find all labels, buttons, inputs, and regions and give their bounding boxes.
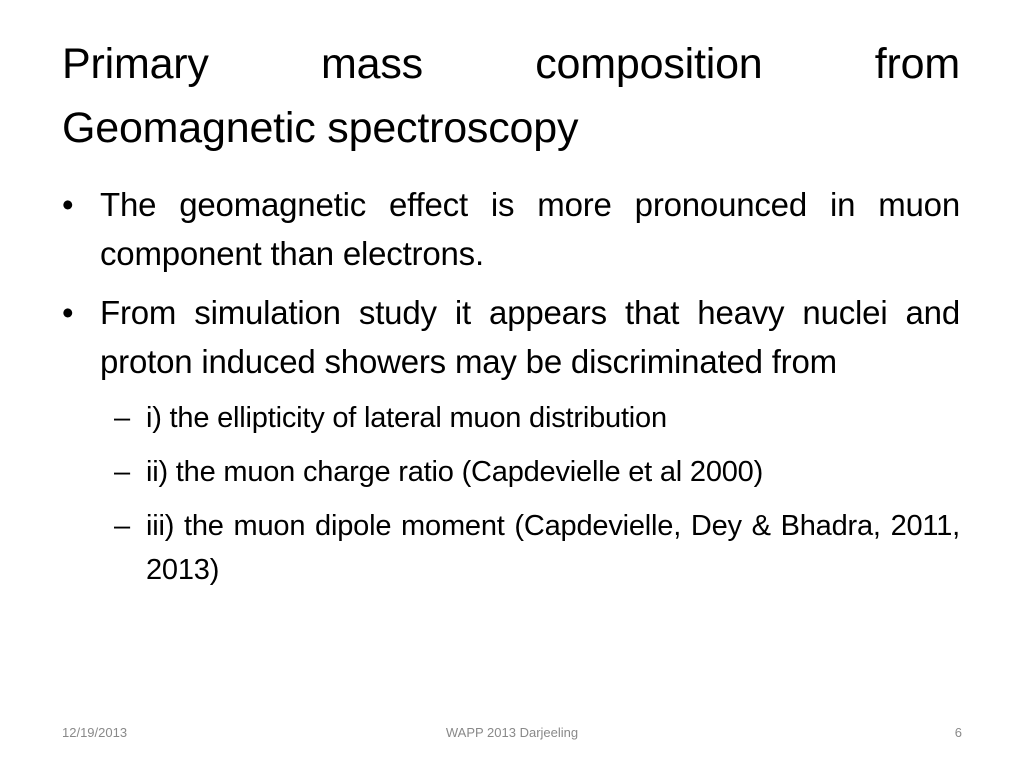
sub-bullet-item [62, 396, 960, 440]
sub-bullet-marker: – [114, 456, 130, 488]
bullet-item [62, 180, 960, 278]
sub-bullet-item [62, 450, 960, 494]
footer-event: WAPP 2013 Darjeeling [445, 725, 579, 740]
slide-title [62, 32, 960, 160]
title-word: mass [321, 40, 423, 88]
sub-bullet-marker: – [114, 510, 130, 542]
slide-title-line1 [62, 32, 960, 96]
footer-date: 12/19/2013 [62, 725, 128, 740]
sub-bullet-text: i) the ellipticity of lateral muon distribution [146, 402, 667, 434]
title-word: from [874, 40, 960, 88]
slide-title-line2: Geomagnetic spectroscopy [62, 104, 579, 152]
sub-bullet-text: ii) the muon charge ratio (Capdevielle et al 2000) [146, 456, 764, 488]
title-word: composition [535, 40, 763, 88]
sub-bullet-marker: – [114, 402, 130, 434]
bullet-text: The geomagnetic effect is more pronounced in muon component than electrons. [100, 186, 960, 272]
sub-bullet-item [62, 504, 960, 592]
sub-bullet-text: iii) the muon dipole moment (Capdevielle, Dey & Bhadra, 2011, 2013) [146, 510, 960, 586]
bullet-marker: • [62, 294, 74, 331]
bullet-text: From simulation study it appears that heavy nuclei and proton induced showers may be discriminated from [100, 294, 960, 380]
bullet-marker: • [62, 186, 74, 223]
slide-content [62, 180, 960, 602]
title-word: Primary [62, 40, 209, 88]
footer-page-number: 6 [954, 725, 962, 740]
bullet-item [62, 288, 960, 386]
